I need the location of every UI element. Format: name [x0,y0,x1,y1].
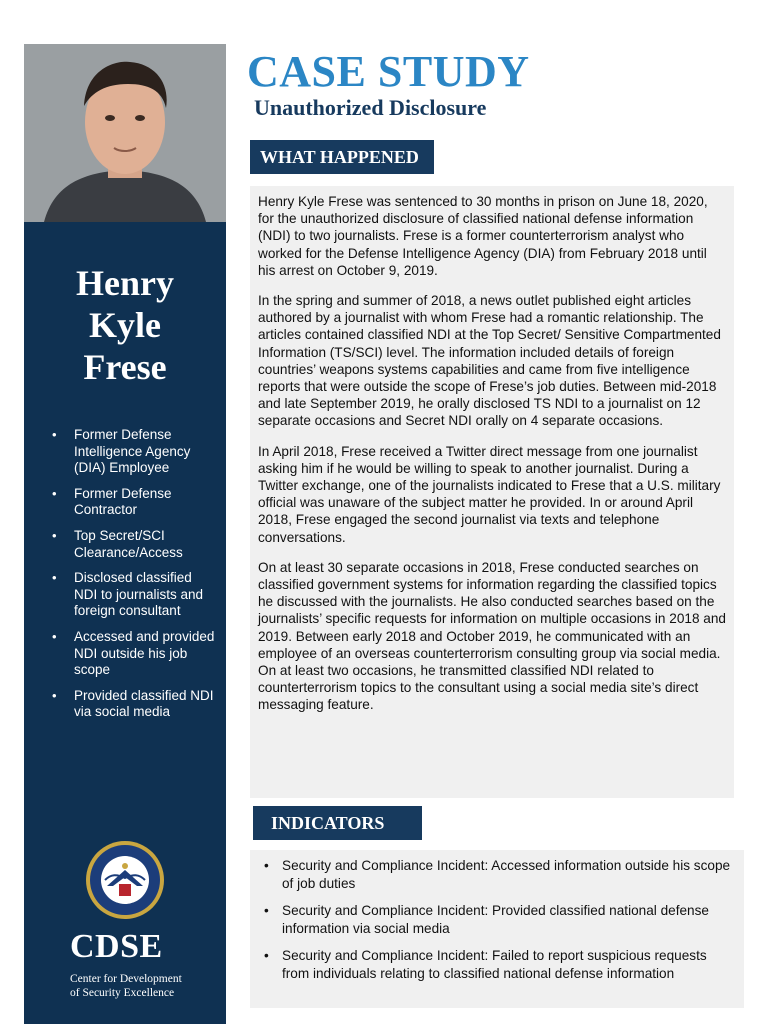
profile-facts-list [24,427,226,730]
profile-fact: • Disclosed classified NDI to journalists and foreign consultant [24,570,226,620]
cdse-name-line: of Security Excellence [70,987,175,999]
narrative-paragraph: In the spring and summer of 2018, a news outlet published eight articles authored by a journalist with whom Frese had a romantic relationship. The articles contained classified NDI at the Top Secret/ Sensitive Compartmented Information (TS/SCI) level. The information included details of foreign countries’ weapons systems capabilities and came from five intelligence reports that were outside the scope of Frese’s job duties. Between mid-2018 and late September 2019, he orally disclosed TS NDI to a journalist on 12 separate occasions and Secret NDI orally on 4 separate occasions. [258,293,721,429]
cdse-full-name [70,972,182,1000]
profile-fact: • Provided classified NDI via social media [24,688,226,721]
narrative-paragraph: In April 2018, Frese received a Twitter direct message from one journalist asking him if he would be willing to speak to another journalist. During a Twitter exchange, one of the journalists indicated to Frese that a U.S. military official was unaware of the subject matter he provided. In or around April 2018, Frese engaged the second journalist via texts and telephone conversations. [258,443,721,545]
cdse-name-line: Center for Development [70,973,182,985]
profile-fact: • Former Defense Contractor [24,486,226,519]
profile-fact: • Top Secret/SCI Clearance/Access [24,528,226,561]
profile-sidebar [24,222,226,1024]
what-happened-body [250,186,734,798]
cdse-logo-text: CDSE [70,928,163,965]
indicator-item: • Security and Compliance Incident: Provided classified national defense information via social media [260,902,734,937]
indicators-heading: INDICATORS [253,806,422,840]
narrative-paragraph: Henry Kyle Frese was sentenced to 30 months in prison on June 18, 2020, for the unauthorized disclosure of classified national defense information (NDI) to two journalists. Frese is a former counterterrorism analyst who worked for the Defense Intelligence Agency (DIA) from February 2018 until his arrest on October 9, 2019. [258,194,708,278]
subject-photo [24,44,226,222]
indicators-list [260,857,734,982]
indicator-item: • Security and Compliance Incident: Failed to report suspicious requests from individuals relating to classified national defense information [260,947,734,982]
indicator-item: • Security and Compliance Incident: Accessed information outside his scope of job duties [260,857,734,892]
profile-fact: • Accessed and provided NDI outside his job scope [24,629,226,679]
indicators-section [250,850,744,1008]
subject-name [24,262,226,388]
narrative-paragraph: On at least 30 separate occasions in 2018, Frese conducted searches on classified government systems for information regarding the classified topics he discussed with the journalists. He also conducted searches based on the journalists’ specific requests for information on multiple occasions in 2018 and 2019. Between early 2018 and October 2019, he communicated with an employee of an overseas counterterrorism consulting group via social media. On at least two occasions, he transmitted classified NDI related to counterterrorism topics to the consultant using a social media site’s direct messaging feature. [258,559,726,713]
page-title: CASE STUDY [247,47,530,96]
dcsa-seal-icon [85,840,165,920]
profile-fact: • Former Defense Intelligence Agency (DIA) Employee [24,427,226,477]
portrait-illustration [24,44,226,222]
name-line-first: Henry [76,263,174,303]
page-subtitle: Unauthorized Disclosure [254,95,487,120]
what-happened-heading: WHAT HAPPENED [250,140,434,174]
name-line-middle: Kyle [89,305,161,345]
name-line-last: Frese [83,347,167,387]
